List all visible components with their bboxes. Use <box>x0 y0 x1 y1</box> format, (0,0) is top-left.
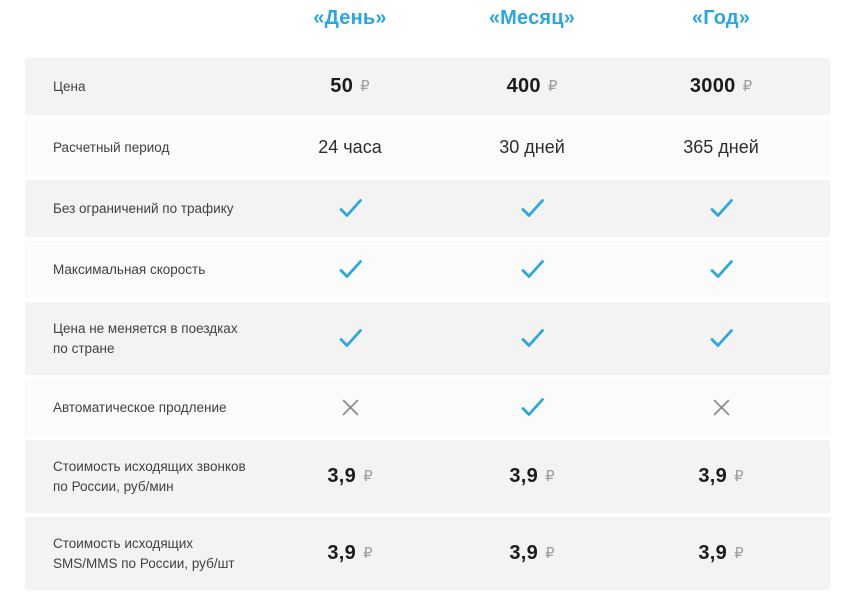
cell-month <box>437 328 627 349</box>
check-icon <box>709 259 734 280</box>
check-icon <box>709 328 734 349</box>
ruble-sign: ₽ <box>545 466 555 485</box>
ruble-sign: ₽ <box>360 76 370 95</box>
cell-year <box>627 259 815 280</box>
column-header-year: «Год» <box>691 7 751 29</box>
cell-month <box>437 259 627 280</box>
cell-day <box>263 398 437 417</box>
row-label: Стоимость исходящих SMS/MMS по России, руб/шт <box>53 536 235 571</box>
price-value: 50 <box>330 75 354 97</box>
column-header-day: «День» <box>313 7 387 29</box>
cell-day <box>263 198 437 219</box>
cell-day <box>263 465 437 488</box>
row-label: Расчетный период <box>53 139 170 155</box>
cell-month <box>437 137 627 158</box>
check-icon <box>520 259 545 280</box>
cell-day <box>263 328 437 349</box>
row-label: Без ограничений по трафику <box>53 200 234 216</box>
check-icon <box>520 397 545 418</box>
text-value: 24 часа <box>318 137 382 157</box>
price-value: 3,9 <box>698 465 728 488</box>
cell-year <box>627 198 815 219</box>
check-icon <box>338 259 363 280</box>
price-value: 400 <box>506 75 541 97</box>
ruble-sign: ₽ <box>363 543 373 562</box>
check-icon <box>520 198 545 219</box>
price-value: 3,9 <box>698 542 728 565</box>
row-label: Максимальная скорость <box>53 261 206 277</box>
price-value: 3,9 <box>509 542 539 565</box>
check-icon <box>709 198 734 219</box>
column-header-month: «Месяц» <box>488 7 576 29</box>
check-icon <box>338 328 363 349</box>
table-row <box>25 180 830 237</box>
cell-day <box>263 75 437 98</box>
price-value: 3,9 <box>509 465 539 488</box>
table-header <box>25 0 830 58</box>
cell-month <box>437 542 627 565</box>
cell-month <box>437 198 627 219</box>
cell-month <box>437 397 627 418</box>
cell-day <box>263 542 437 565</box>
price-value: 3000 <box>689 75 736 97</box>
cell-year <box>627 137 815 158</box>
ruble-sign: ₽ <box>363 466 373 485</box>
cross-icon <box>712 398 731 417</box>
cell-year <box>627 328 815 349</box>
check-icon <box>338 198 363 219</box>
tariff-comparison-table <box>25 0 830 594</box>
table-row <box>25 119 830 176</box>
cell-month <box>437 465 627 488</box>
ruble-sign: ₽ <box>734 466 744 485</box>
cell-month <box>437 75 627 98</box>
ruble-sign: ₽ <box>742 76 753 95</box>
cell-year <box>627 75 815 98</box>
price-value: 3,9 <box>327 465 357 488</box>
table-row <box>25 58 830 115</box>
cell-year <box>627 542 815 565</box>
table-row <box>25 241 830 298</box>
price-value: 3,9 <box>327 542 357 565</box>
table-row <box>25 517 830 590</box>
cell-year <box>627 398 815 417</box>
cell-day <box>263 259 437 280</box>
cell-year <box>627 465 815 488</box>
cross-icon <box>341 398 360 417</box>
table-body <box>25 58 830 590</box>
row-label: Автоматическое продление <box>53 399 227 415</box>
row-label: Цена не меняется в поездках по стране <box>53 321 238 356</box>
cell-day <box>263 137 437 158</box>
row-label: Цена <box>53 78 86 94</box>
text-value: 30 дней <box>499 137 565 157</box>
check-icon <box>520 328 545 349</box>
table-row <box>25 440 830 513</box>
ruble-sign: ₽ <box>734 543 744 562</box>
table-row <box>25 302 830 375</box>
text-value: 365 дней <box>683 137 759 157</box>
table-row <box>25 379 830 436</box>
ruble-sign: ₽ <box>547 76 558 95</box>
ruble-sign: ₽ <box>545 543 555 562</box>
row-label: Стоимость исходящих звонков по России, руб/мин <box>53 459 246 494</box>
